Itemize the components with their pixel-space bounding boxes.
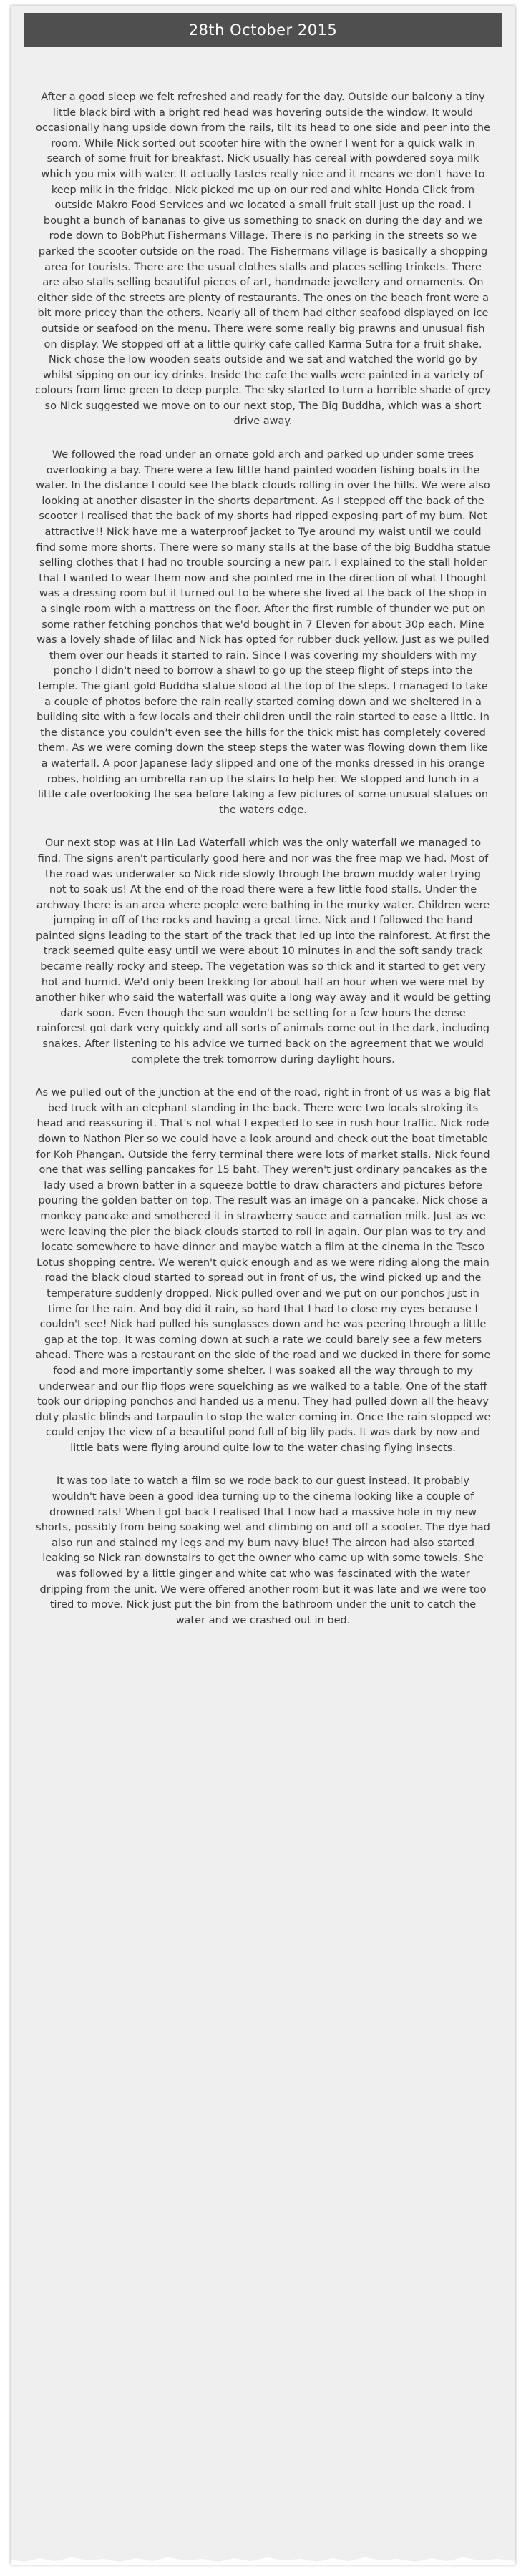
journal-paragraph: We followed the road under an ornate gold arch and parked up under some trees overlooking a bay. There were a few little hand painted wooden fishing boats in the water. In the distance I could see the black clouds rolling in over the hills. We were also looking at another disaster in the shorts department. As I stepped off the back of the scooter I realised that the back of my shorts had ripped exposing part of my bum. Not attractive!! Nick have me a waterproof jacket to Tye around my waist until we could find some more shorts. There were so many stalls at the base of the big Buddha statue selling clothes that I had no trouble sourcing a new pair. I explained to the stall holder that I wanted to wear them now and she pointed me in the direction of what I thought was a dressing room but it turned out to be where she lived at the back of the shop in a single room with a mattress on the floor. After the first rumble of thunder we put on some rather fetching ponchos that we'd bought in 7 Eleven for about 30p each. Mine was a lovely shade of lilac and Nick has opted for rubber duck yellow. Just as we pulled them over our heads it started to rain. Since I was covering my shoulders with my poncho I didn't need to borrow a shawl to go up the steep flight of steps into the temple. The giant gold Buddha statue stood at the top of the steps. I managed to take a couple of photos before the rain really started coming down and we sheltered in a building site with a few locals and their children until the rain started to ease a little. In the distance you couldn't even see the hills for the thick mist has completely covered them. As we were coming down the steep steps the water was flowing down them like a waterfall. A poor Japanese lady slipped and one of the monks dressed in his orange robes, holding an umbrella ran up the stairs to help her. We stopped and lunch in a little cafe overlooking the sea before taking a few pictures of some unusual statues on the waters edge. — [36, 449, 490, 816]
journal-body — [11, 47, 515, 1636]
journal-paragraph: Our next stop was at Hin Lad Waterfall which was the only waterfall we managed to find. The signs aren't particularly good here and nor was the free map we had. Most of the road was underwater so Nick ride slowly through the brown muddy water trying not to soak us! At the end of the road there were a few little food stalls. Under the archway there is an area where people were bathing in the murky water. Children were jumping in off of the rocks and having a great time. Nick and I followed the hand painted signs leading to the start of the track that led up into the rainforest. At first the track seemed quite easy until we were about 10 minutes in and the soft sandy track became really rocky and steep. The vegetation was so thick and it started to get very hot and humid. We'd only been trekking for about half an hour when we were met by another hiker who said the waterfall was quite a long way away and it would be getting dark soon. Even though the sun wouldn't be setting for a few hours the dense rainforest got dark very quickly and all sorts of animals come out in the dark, including snakes. After listening to his advice we turned back on the agreement that we would complete the trek tomorrow during daylight hours. — [35, 837, 491, 1066]
journal-paragraph: As we pulled out of the junction at the end of the road, right in front of us was a big flat bed truck with an elephant standing in the back. There were two locals stroking its head and reassuring it. That's not what I expected to see in rush hour traffic. Nick rode down to Nathon Pier so we could have a look around and check out the boat timetable for Koh Phangan. Outside the ferry terminal there were lots of market stalls. Nick found one that was selling pancakes for 15 baht. They weren't just ordinary pancakes as the lady used a brown batter in a squeeze bottle to draw characters and pictures before pouring the golden batter on top. The result was an image on a pancake. Nick chose a monkey pancake and smothered it in strawberry sauce and carnation milk. Just as we were leaving the pier the black clouds started to roll in again. Our plan was to try and locate somewhere to have dinner and maybe watch a film at the cinema in the Tesco Lotus shopping centre. We weren't quick enough and as we were riding along the main road the black cloud started to spread out in front of us, the wind picked up and the temperature suddenly dropped. Nick pulled over and we put on our ponchos just in time for the rain. And boy did it rain, so hard that I had to close my eyes because I couldn't see! Nick had pulled his sunglasses down and he was peering through a little gap at the top. It was coming down at such a rate we could barely see a few meters ahead. There was a restaurant on the side of the road and we ducked in there for some food and more importantly some shelter. I was soaked all the way through to my underwear and our flip flops were squelching as we walked to a table. One of the staff took our dripping ponchos and handed us a menu. They had pulled down all the heavy duty plastic blinds and tarpaulin to stop the water coming in. Once the rain stopped we could enjoy the view of a beautiful pond full of big lily pads. It was dark by now and little bats were flying around quite low to the water chasing flying insects. — [35, 1087, 491, 1454]
date-title: 28th October 2015 — [24, 13, 502, 47]
journal-paragraph: After a good sleep we felt refreshed and ready for the day. Outside our balcony a tiny little black bird with a bright red head was hovering outside the window. It would occasionally hang upside down from the rails, tilt its head to one side and peer into the room. While Nick sorted out scooter hire with the owner I went for a quick walk in search of some fruit for breakfast. Nick usually has cereal with powdered soya milk which you mix with water. It actually tastes really nice and it means we don't have to keep milk in the fridge. Nick picked me up on our red and white Honda Click from outside Makro Food Services and we located a small fruit stall just up the road. I bought a bunch of bananas to give us something to snack on during the day and we rode down to BobPhut Fishermans Village. There is no parking in the streets so we parked the scooter outside on the road. The Fishermans village is basically a shopping area for tourists. There are the usual clothes stalls and places selling trinkets. There are also stalls selling beautiful pieces of art, handmade jewellery and ornaments. On either side of the streets are plenty of restaurants. The ones on the beach front were a bit more pricey than the others. Nearly all of them had either seafood displayed on ice outside or seafood on the menu. There were some really big prawns and unusual fish on display. We stopped off at a little quirky cafe called Karma Sutra for a fruit shake. Nick chose the low wooden seats outside and we sat and watched the world go by whilst sipping on our icy drinks. Inside the cafe the walls were painted in a variety of colours from lime green to deep purple. The sky started to turn a horrible shade of grey so Nick suggested we move on to our next stop, The Big Buddha, which was a short drive away. — [35, 92, 491, 428]
torn-paper-edge — [11, 2555, 515, 2565]
journal-paragraph: It was too late to watch a film so we rode back to our guest instead. It probably wouldn't have been a good idea turning up to the cinema looking like a couple of drowned rats! When I got back I realised that I now had a massive hole in my new shorts, possibly from being soaking wet and climbing on and off a scooter. The dye had also run and stained my legs and my bum navy blue! The aircon had also started leaking so Nick ran downstairs to get the owner who came up with some towels. She was followed by a little ginger and white cat who was fascinated with the water dripping from the unit. We were offered another room but it was late and we were too tired to move. Nick just put the bin from the bathroom under the unit to catch the water and we crashed out in bed. — [36, 1475, 490, 1626]
journal-page — [11, 6, 515, 2565]
